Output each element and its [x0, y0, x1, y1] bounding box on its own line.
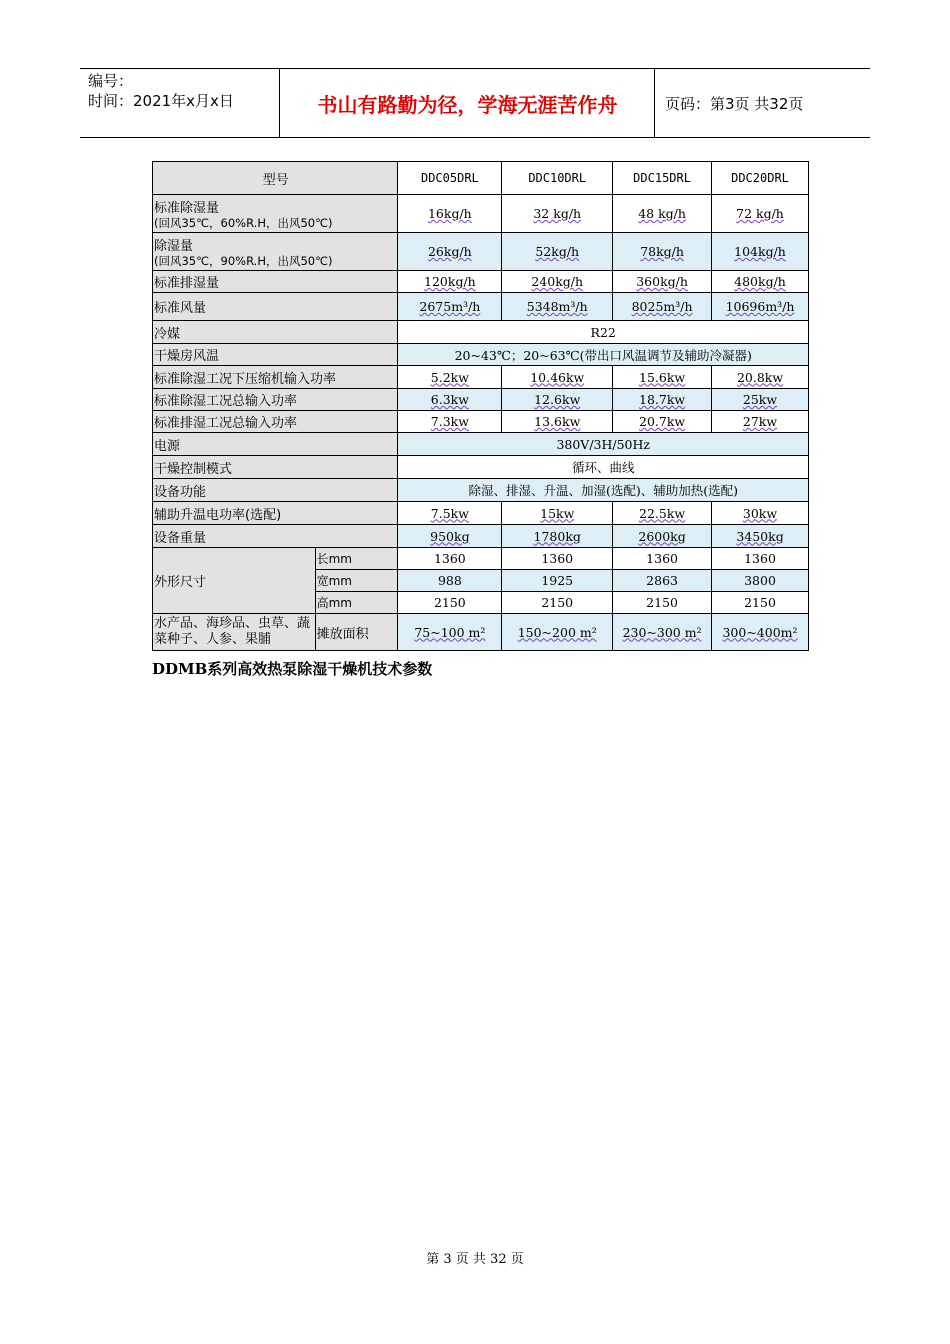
dimension-value: 2863 [613, 570, 712, 592]
row-value [613, 502, 712, 525]
row-label-text: 设备功能 [154, 484, 207, 500]
dimension-value: 2150 [398, 592, 502, 614]
row-value-text: 27kw [742, 414, 778, 429]
row-label [153, 411, 398, 433]
row-value [613, 366, 712, 389]
row-value [502, 389, 613, 411]
document-time: 时间：2021年x月x日 [88, 92, 234, 110]
row-value-span: 循环、曲线 [398, 456, 809, 479]
row-value [613, 411, 712, 433]
row-value [502, 525, 613, 548]
row-value [398, 195, 502, 233]
dimension-value: 1360 [613, 548, 712, 570]
table-row [153, 195, 809, 233]
table-row [153, 344, 809, 366]
table-row [153, 233, 809, 271]
header-page-number: 页码：第3页 共32页 [665, 94, 804, 113]
row-value-text: 6.3kw [430, 392, 469, 407]
dimension-value: 2150 [712, 592, 809, 614]
row-value-text: 16kg/h [427, 206, 472, 221]
row-value [712, 389, 809, 411]
row-label-text: 设备重量 [154, 530, 207, 546]
row-value [613, 271, 712, 293]
row-value [502, 233, 613, 271]
spec-table [152, 161, 809, 651]
row-label [153, 233, 398, 271]
row-value [712, 525, 809, 548]
row-value [502, 502, 613, 525]
row-value [398, 293, 502, 321]
area-label: 水产品、海珍品、虫草、蔬菜种子、人参、果脯 [153, 614, 316, 651]
table-row [153, 366, 809, 389]
dimension-value: 1360 [398, 548, 502, 570]
row-label [153, 271, 398, 293]
row-value [712, 271, 809, 293]
area-value-text: 230~300 m² [622, 624, 702, 640]
row-value-text: 2600kg [638, 528, 686, 544]
row-label [153, 293, 398, 321]
row-value-span: 380V/3H/50Hz [398, 433, 809, 456]
row-value-span: 20~43℃；20~63℃(带出口风温调节及辅助冷凝器) [398, 344, 809, 366]
dimension-value: 2150 [502, 592, 613, 614]
row-value-text: 22.5kw [639, 505, 686, 521]
row-value [502, 411, 613, 433]
header-motto: 书山有路勤为径，学海无涯苦作舟 [281, 69, 655, 137]
dimension-value: 3800 [712, 570, 809, 592]
row-value-text: 5.2kw [430, 369, 469, 385]
row-value [398, 233, 502, 271]
row-value [502, 293, 613, 321]
row-value-text: 48 kg/h [638, 206, 686, 221]
area-value-text: 75~100 m² [414, 624, 486, 640]
page-footer: 第 3 页 共 32 页 [426, 1252, 524, 1267]
table-row [153, 502, 809, 525]
row-label-text: 干燥控制模式 [154, 461, 233, 477]
table-row [153, 293, 809, 321]
row-value [712, 233, 809, 271]
row-label-text: 标准排湿工况总输入功率 [154, 416, 298, 431]
table-row [153, 456, 809, 479]
row-value [712, 411, 809, 433]
table-row [153, 271, 809, 293]
header-meta [80, 69, 280, 137]
row-value-text: 7.5kw [430, 505, 469, 521]
row-value-text: 12.6kw [534, 392, 581, 407]
row-label [153, 344, 398, 366]
row-value-text: 7.3kw [430, 414, 469, 429]
row-value-text: 2675m³/h [419, 299, 481, 314]
row-value [613, 293, 712, 321]
dimension-value: 1360 [712, 548, 809, 570]
table-row [153, 433, 809, 456]
row-value-text: 18.7kw [639, 392, 686, 407]
table-row [153, 479, 809, 502]
row-label [153, 366, 398, 389]
row-label-text: 标准除湿量 [154, 201, 220, 216]
area-value [502, 614, 613, 651]
area-value [712, 614, 809, 651]
dimension-value: 1925 [502, 570, 613, 592]
row-value [613, 195, 712, 233]
row-label-text: 标准排湿量 [154, 276, 220, 291]
model-name: DDC20DRL [712, 162, 809, 195]
row-label [153, 456, 398, 479]
area-value [398, 614, 502, 651]
dimension-row [153, 548, 809, 570]
area-sub-label: 摊放面积 [315, 614, 398, 651]
dimension-value: 1360 [502, 548, 613, 570]
row-value-text: 15.6kw [639, 369, 686, 385]
row-label [153, 389, 398, 411]
row-value [398, 502, 502, 525]
row-value [613, 233, 712, 271]
row-value-text: 120kg/h [424, 274, 476, 289]
row-value-text: 20.7kw [639, 414, 686, 429]
area-value [613, 614, 712, 651]
row-label-condition: (回风35℃，60%R.H，出风50℃) [154, 216, 333, 230]
row-value-text: 32 kg/h [533, 206, 582, 221]
area-value-text: 150~200 m² [517, 624, 597, 640]
row-label [153, 195, 398, 233]
row-value [398, 411, 502, 433]
row-label [153, 502, 398, 525]
row-label [153, 479, 398, 502]
area-value-text: 300~400m² [722, 624, 798, 640]
row-value [398, 389, 502, 411]
row-value-text: 13.6kw [534, 414, 581, 429]
row-value-text: 5348m³/h [526, 299, 588, 314]
row-value-text: 950kg [430, 528, 470, 544]
row-label-text: 干燥房风温 [154, 349, 220, 364]
row-label-text: 辅助升温电功率(选配) [154, 507, 282, 523]
header-model-label: 型号 [153, 162, 398, 195]
row-value [398, 271, 502, 293]
dimension-sub-label: 长mm [315, 548, 398, 570]
dimension-value: 988 [398, 570, 502, 592]
table-header-row [153, 162, 809, 195]
table-row [153, 525, 809, 548]
row-value-text: 360kg/h [636, 274, 688, 289]
row-value [613, 525, 712, 548]
row-value-text: 104kg/h [734, 244, 786, 259]
row-label-condition: (回风35℃，90%R.H，出风50℃) [154, 254, 333, 268]
row-value-text: 78kg/h [640, 244, 684, 259]
row-value-text: 20.8kw [736, 369, 784, 385]
row-value-text: 10.46kw [530, 369, 585, 385]
dimension-sub-label: 宽mm [315, 570, 398, 592]
row-value-text: 480kg/h [734, 274, 786, 289]
row-value-text: 25kw [742, 392, 778, 407]
row-value-text: 72 kg/h [736, 206, 784, 221]
row-label [153, 525, 398, 548]
table-row [153, 389, 809, 411]
row-value-text: 3450kg [736, 528, 784, 544]
table-row [153, 411, 809, 433]
row-value [398, 525, 502, 548]
row-value [502, 195, 613, 233]
row-label-text: 电源 [154, 438, 181, 454]
dimensions-label: 外形尺寸 [153, 548, 316, 614]
row-label-text: 标准除湿工况总输入功率 [154, 394, 298, 409]
row-value [613, 389, 712, 411]
row-value-text: 240kg/h [531, 274, 584, 289]
document-number: 编号： [88, 72, 134, 90]
model-name: DDC10DRL [502, 162, 613, 195]
row-value-span: 除湿、排湿、升温、加湿(选配)、辅助加热(选配) [398, 479, 809, 502]
row-value-text: 1780kg [533, 528, 581, 544]
row-value-text: 52kg/h [535, 244, 580, 259]
model-name: DDC05DRL [398, 162, 502, 195]
table-row [153, 321, 809, 344]
row-value-text: 8025m³/h [631, 299, 693, 314]
row-label-text: 冷媒 [154, 326, 181, 342]
row-value [712, 366, 809, 389]
row-value [398, 366, 502, 389]
row-value-span: R22 [398, 321, 809, 344]
dimension-value: 2150 [613, 592, 712, 614]
row-value-text: 10696m³/h [725, 299, 795, 314]
row-value [712, 293, 809, 321]
row-label-text: 标准风量 [154, 301, 207, 316]
row-value-text: 30kw [742, 505, 778, 521]
model-name: DDC15DRL [613, 162, 712, 195]
row-value [502, 366, 613, 389]
row-label [153, 433, 398, 456]
row-value-text: 15kw [540, 505, 575, 521]
row-label-text: 标准除湿工况下压缩机输入功率 [154, 371, 337, 387]
area-row [153, 614, 809, 651]
row-label [153, 321, 398, 344]
row-label-text: 除湿量 [154, 239, 194, 254]
row-value [502, 271, 613, 293]
row-value [712, 195, 809, 233]
table-caption: DDMB系列高效热泵除湿干燥机技术参数 [152, 660, 433, 678]
row-value-text: 26kg/h [427, 244, 472, 259]
dimension-sub-label: 高mm [315, 592, 398, 614]
row-value [712, 502, 809, 525]
page-header [80, 68, 870, 138]
